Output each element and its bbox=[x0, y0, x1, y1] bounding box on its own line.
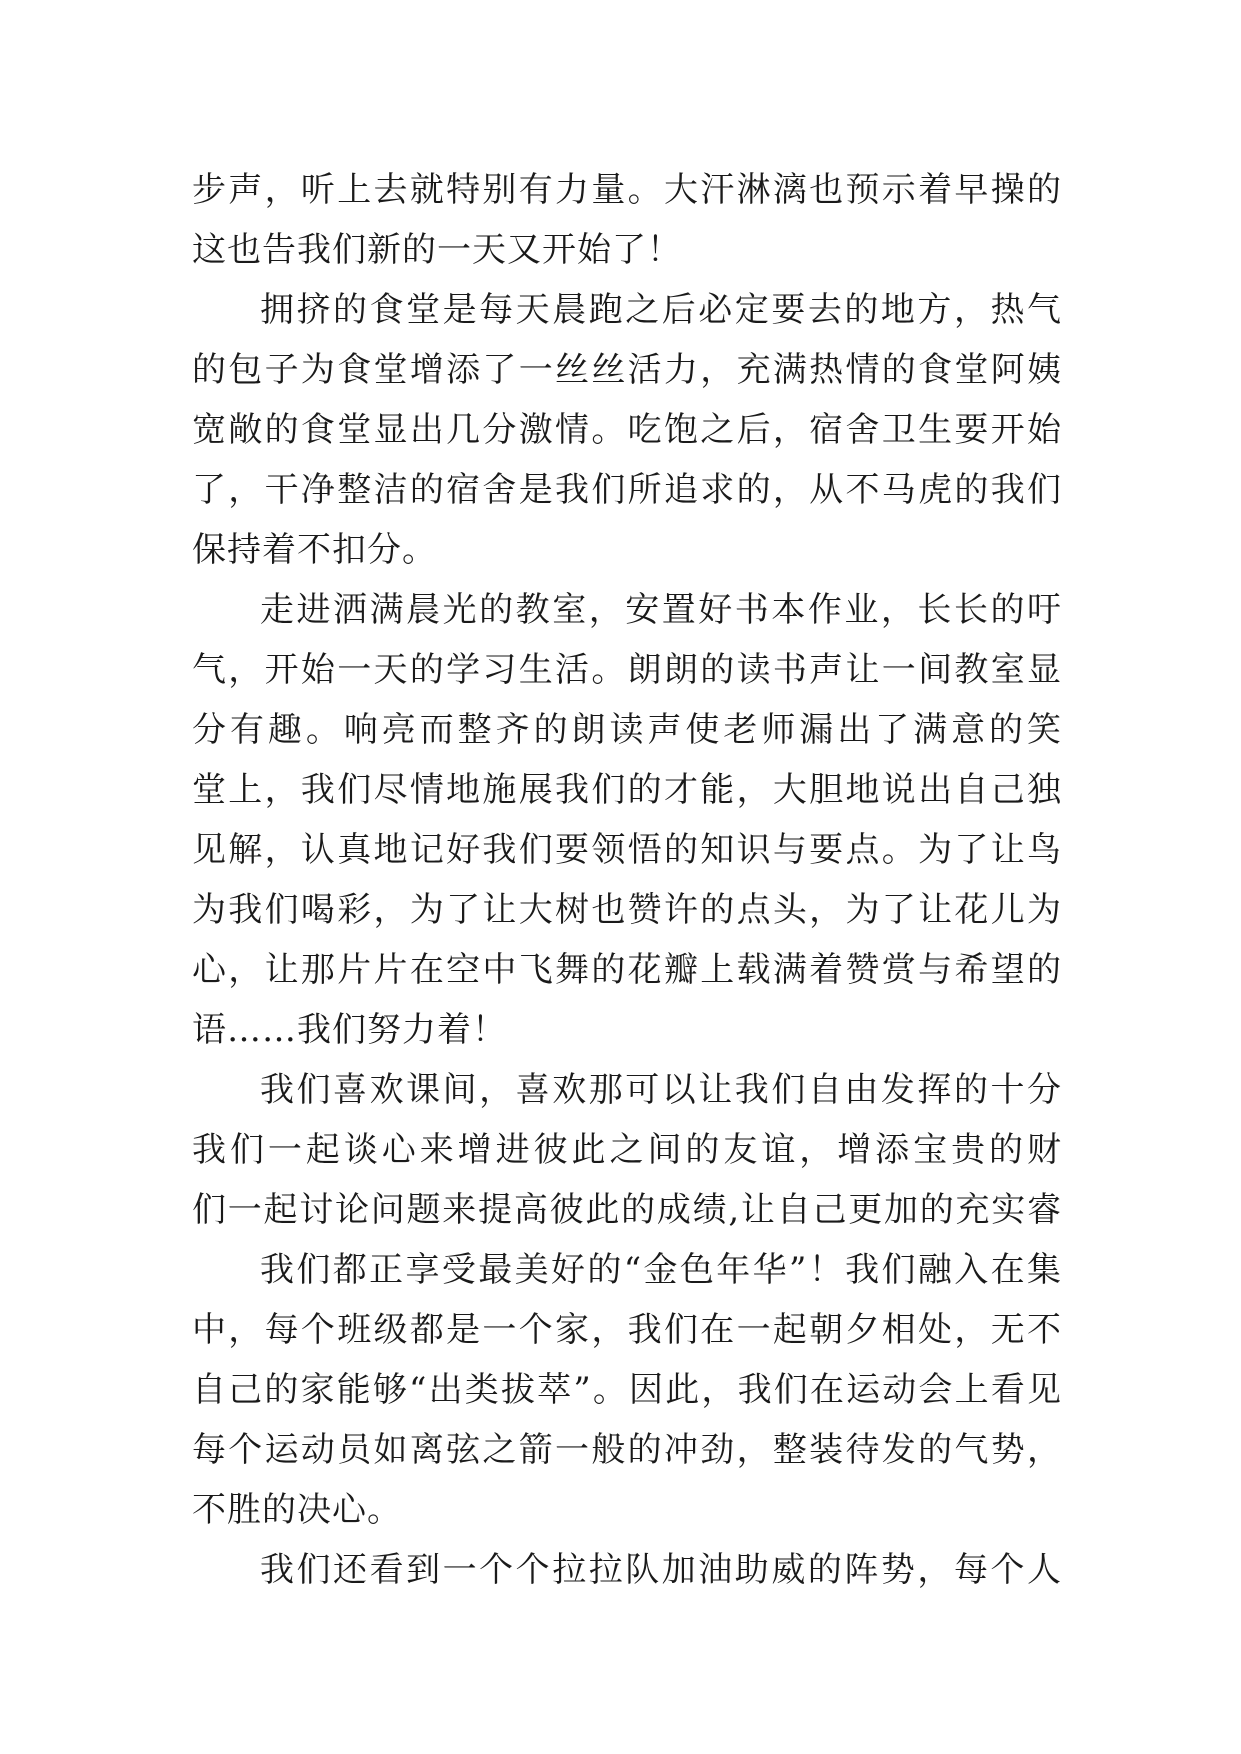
body-text bbox=[192, 160, 1062, 1600]
text-line: 我们喜欢课间，喜欢那可以让我们自由发挥的十分 bbox=[260, 1070, 1062, 1110]
text-line: 步声，听上去就特别有力量。大汗淋漓也预示着早操的 bbox=[192, 170, 1062, 210]
text-line: 气，开始一天的学习生活。朗朗的读书声让一间教室显 bbox=[192, 650, 1062, 690]
text-line: 我们一起谈心来增进彼此之间的友谊，增添宝贵的财 bbox=[192, 1130, 1062, 1170]
text-line: 中，每个班级都是一个家，我们在一起朝夕相处，无不 bbox=[192, 1310, 1062, 1350]
text-line: 我们还看到一个个拉拉队加油助威的阵势，每个人 bbox=[260, 1550, 1062, 1590]
text-line: 语……我们努力着！ bbox=[192, 1010, 507, 1050]
text-line: 分有趣。响亮而整齐的朗读声使老师漏出了满意的笑 bbox=[192, 710, 1062, 750]
text-line: 拥挤的食堂是每天晨跑之后必定要去的地方，热气 bbox=[260, 290, 1062, 330]
text-line: 走进洒满晨光的教室，安置好书本作业，长长的吁 bbox=[260, 590, 1062, 630]
text-line: 为我们喝彩，为了让大树也赞许的点头，为了让花儿为 bbox=[192, 890, 1062, 930]
text-line: 堂上，我们尽情地施展我们的才能，大胆地说出自己独 bbox=[192, 770, 1062, 810]
text-line: 们一起讨论问题来提高彼此的成绩,让自己更加的充实睿 bbox=[192, 1190, 1062, 1230]
text-line: 自己的家能够“出类拔萃”。因此，我们在运动会上看见 bbox=[192, 1370, 1062, 1410]
text-line: 见解，认真地记好我们要领悟的知识与要点。为了让鸟 bbox=[192, 830, 1062, 870]
text-line: 的包子为食堂增添了一丝丝活力，充满热情的食堂阿姨 bbox=[192, 350, 1062, 390]
text-line: 我们都正享受最美好的“金色年华”！我们融入在集 bbox=[260, 1250, 1062, 1290]
text-line: 每个运动员如离弦之箭一般的冲劲，整装待发的气势， bbox=[192, 1430, 1062, 1470]
text-line: 保持着不扣分。 bbox=[192, 530, 437, 570]
text-line: 不胜的决心。 bbox=[192, 1490, 402, 1530]
text-line: 心，让那片片在空中飞舞的花瓣上载满着赞赏与希望的 bbox=[192, 950, 1062, 990]
text-line: 宽敞的食堂显出几分激情。吃饱之后，宿舍卫生要开始 bbox=[192, 410, 1062, 450]
text-line: 了，干净整洁的宿舍是我们所追求的，从不马虎的我们 bbox=[192, 470, 1062, 510]
text-line: 这也告我们新的一天又开始了！ bbox=[192, 230, 682, 270]
